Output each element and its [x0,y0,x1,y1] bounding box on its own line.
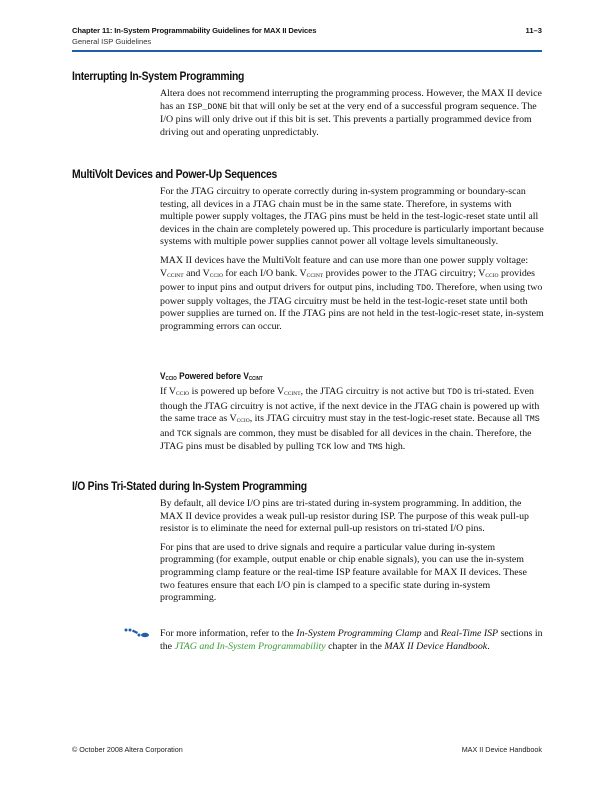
heading-text: Powered before V [176,371,249,381]
subscript: CCINT [306,272,324,279]
text-run: . Therefore, when using two power supply voltages, the JTAG circuitry must be held in the test-logic-reset state until both power supplies are turned on. If the JTAG pins are not held in the test-logic-reset state, in-system programming errors can occur. [160,282,544,332]
body-interrupting [160,88,544,145]
page-header [72,26,542,46]
footer-copyright: © October 2008 Altera Corporation [72,745,183,754]
text-run: provides power to the JTAG circuitry; V [323,267,486,279]
paragraph [160,186,544,249]
page-number: 11–3 [525,26,542,35]
text-run: sections in the [160,628,543,652]
note-more-info [160,628,544,659]
heading-text: V [160,371,166,381]
text-run: Real-Time ISP [440,628,499,639]
text-run: and [421,628,441,639]
subscript: CCIO [209,272,223,279]
chapter-title: Chapter 11: In-System Programmability Guidelines for MAX II Devices [72,26,317,35]
heading-subscript: CCINT [248,376,263,382]
heading-multivolt: MultiVolt Devices and Power-Up Sequences [72,167,277,181]
text-run: and V [183,267,210,279]
code-term: TCK [316,443,332,453]
body-tristated [160,498,544,611]
text-run: high. [382,441,406,453]
text-run: bit that will only be set at the very end of a successful program sequence. The I/O pins will only drive out if this bit is set. This prevents a partially programmed device from driving out and operating unpredictably. [160,100,537,138]
text-run: provides power to input pins and output drivers for output pins, including [160,267,535,294]
header-rule [72,50,542,52]
text-run: For pins that are used to drive signals and require a particular value during in-system programming (for example, output enable or chip enable signals), you can use the in-system programming clamp feature or the real-time ISP feature available for MAX II devices. These two features ensure that each I/O pin is clamped to a specific state during in-system programming. [160,541,527,604]
text-run: is tri-stated. Even though the JTAG circuitry is not active, if the next device in the JTAG chain is powered up with the same trace as V [160,386,540,425]
text-run: and [160,427,177,439]
code-term: TMS [524,415,540,425]
paragraph [160,542,544,605]
code-term: TDO [447,388,463,397]
paragraph [160,498,544,536]
text-run: signals are common, they must be disabled for all devices in the chain. Therefore, the JTAG pins must be disabled by pulling [160,427,532,453]
body-vccio [160,386,544,461]
text-run: low and [331,441,368,453]
section-name: General ISP Guidelines [72,37,152,46]
paragraph [160,88,544,139]
paragraph [160,255,544,334]
subscript: CCIO [176,391,190,397]
heading-interrupting: Interrupting In-System Programming [72,69,245,83]
heading-vccio-powered [160,371,263,382]
subscript: CCINT [284,391,301,397]
text-run: chapter in the [325,640,385,652]
text-run: By default, all device I/O pins are tri-stated during in-system programming. In addition, the MAX II device provides a weak pull-up resistor during ISP. The purpose of this weak pull-up resistor is to eliminate the need for external pull-up resistors on tri-stated I/O pins. [160,498,529,535]
code-term: TMS [367,443,383,453]
code-term: ISP_DONE [187,102,228,112]
body-multivolt [160,186,544,340]
text-run: If V [160,386,176,397]
subscript: CCIO [236,418,250,425]
text-run: is powered up before V [189,386,285,397]
text-run: MAX II devices have the MultiVolt feature and can use more than one power supply voltage: V [160,254,529,279]
heading-subscript: CCIO [165,376,177,382]
code-term: TDO [416,284,432,294]
text-run: In-System Programming Clamp [296,628,422,639]
text-run: MAX II Device Handbook [384,640,488,652]
text-run: . [487,640,490,652]
footer-handbook: MAX II Device Handbook [461,745,542,754]
text-run: For the JTAG circuitry to operate correctly during in-system programming or boundary-scan testing, all devices in a JTAG chain must be in the same state. Therefore, in systems with multiple power supply voltages, the JTAG pins must be held in the test-logic-reset state until all devices in the chain are completely powered up. This procedure is particularly important because systems with multiple power supplies cannot power all voltage levels simultaneously. [160,186,544,248]
heading-tristated: I/O Pins Tri-Stated during In-System Programming [72,479,307,493]
paragraph [160,386,544,455]
subscript: CCIO [485,272,499,279]
chapter-link[interactable]: JTAG and In-System Programmability [174,640,326,652]
text-run: Altera does not recommend interrupting the programming process. However, the MAX II device has an [160,88,542,112]
text-run: , its JTAG circuitry must stay in the test-logic-reset state. Because all [249,413,525,425]
paragraph [160,628,544,653]
subscript: CCINT [167,272,184,279]
text-run: , the JTAG circuitry is not active but [300,386,448,397]
text-run: For more information, refer to the [160,628,297,639]
text-run: for each I/O bank. V [222,267,307,279]
info-pointer-icon [124,628,150,638]
code-term: TCK [176,429,192,439]
